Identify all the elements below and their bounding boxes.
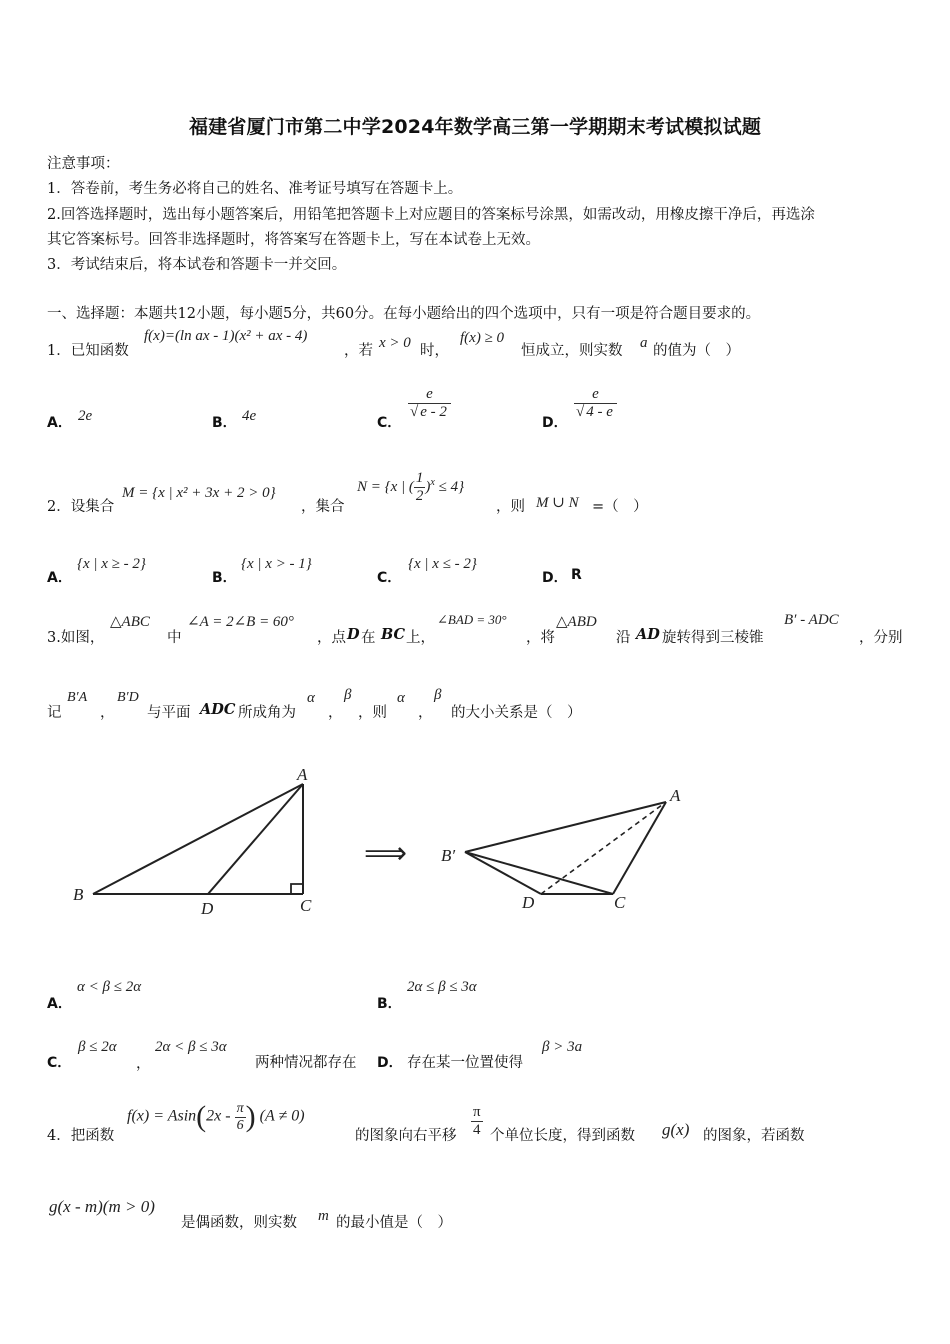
option-label: B． [212, 415, 237, 431]
option-label: D． [542, 415, 568, 431]
q3-text: ， [136, 1056, 151, 1072]
segment-BpD [465, 852, 541, 894]
q4-text: 的图象向右平移 [355, 1128, 457, 1144]
option-fraction: $\frac{e}{√ e - 2}$ [408, 386, 451, 421]
segment-BpA [465, 802, 666, 852]
notice-item: 3．考试结束后，将本试卷和答题卡一并交回。 [47, 257, 347, 273]
q4-function: f(x) = Asin(2x - $\frac{\pi}{6}$ ) (A ≠ 0) [127, 1100, 305, 1133]
q4-text: 个单位长度，得到函数 [490, 1128, 635, 1144]
option-value: 2α < β ≤ 3α [155, 1039, 227, 1055]
option-label: C． [377, 415, 402, 431]
q4-g: g(x) [662, 1120, 690, 1139]
q3-math: △ABC [110, 614, 150, 630]
q3-text: 旋转得到三棱锥 [662, 630, 764, 646]
q2-text: ，集合 [301, 499, 345, 515]
page-title: 福建省厦门市第二中学2024年数学高三第一学期期末考试模拟试题 [188, 116, 762, 138]
segment-CA [613, 802, 666, 894]
q2-text: 2．设集合 [47, 499, 115, 515]
option-value: β ≤ 2α [78, 1039, 117, 1055]
option-label: D． [377, 1055, 403, 1071]
q3-text: 与平面 [147, 705, 191, 721]
notice-item: 2.回答选择题时，选出每小题答案后，用铅笔把答题卡上对应题目的答案标号涂黑，如需改动，用橡皮擦干净后，再选涂 [47, 207, 815, 223]
label-A2: A [670, 786, 681, 805]
q3-text: 的大小关系是（ ） [451, 705, 582, 721]
q3-text: 两种情况都存在 [255, 1055, 357, 1071]
option-label: A． [47, 996, 72, 1012]
q3-text: ，点 [317, 630, 346, 646]
label-C: C [300, 896, 312, 915]
q1-var: a [640, 335, 648, 351]
q3-text: 3.如图， [47, 630, 105, 646]
q3-text: ， [418, 705, 433, 721]
segment-DA-hidden [541, 802, 666, 894]
notice-item: 其它答案标号。回答非选择题时，将答案写在答题卡上，写在本试卷上无效。 [47, 232, 540, 248]
option-label: C． [47, 1055, 72, 1071]
q3-text: ， [328, 705, 343, 721]
q2-set-M: M = {x | x² + 3x + 2 > 0} [122, 485, 276, 501]
q1-text: 时， [420, 343, 449, 359]
q3-text: ，则 [358, 705, 387, 721]
option-label: B． [377, 996, 402, 1012]
option-value: {x | x ≤ - 2} [408, 556, 477, 572]
q3-math: ADC [200, 701, 236, 718]
option-value: α < β ≤ 2α [77, 979, 142, 995]
option-value: {x | x > - 1} [241, 556, 312, 572]
q3-math: BC [381, 626, 406, 643]
segment-BA [93, 784, 303, 894]
q3-math: △ABD [556, 614, 597, 630]
option-fraction: $\frac{e}{√ 4 - e}$ [574, 386, 617, 421]
q3-math: B′D [117, 690, 139, 705]
label-D: D [201, 899, 214, 918]
q3-text: 在 [361, 630, 376, 646]
q1-text: ，若 [344, 343, 373, 359]
right-angle-mark [291, 884, 303, 894]
notice-heading: 注意事项： [47, 156, 120, 172]
label-C2: C [614, 893, 626, 912]
option-label: D． [542, 570, 568, 586]
label-B: B [73, 885, 84, 904]
q2-set-N: N = {x | ( $\frac{1}{2}$ )$^x$ ≤ 4} [357, 470, 465, 504]
q4-text: 是偶函数，则实数 [181, 1215, 297, 1231]
q1-inequality: f(x) ≥ 0 [460, 330, 505, 346]
q3-math: B′ - ADC [784, 612, 839, 628]
q3-text: 所成角为 [238, 705, 296, 721]
q4-shift: $\frac{\pi}{4}$ [473, 1104, 481, 1138]
q3-math: α [397, 690, 405, 706]
q3-math: ∠BAD = 30° [437, 612, 507, 627]
option-value: R [571, 567, 582, 583]
q3-text: 上， [406, 630, 435, 646]
option-label: B． [212, 570, 237, 586]
segment-BpC [465, 852, 613, 894]
q4-text: 的图象，若函数 [703, 1128, 805, 1144]
option-value: {x | x ≥ - 2} [77, 556, 146, 572]
q3-math: D [347, 626, 360, 643]
label-A: A [297, 765, 308, 784]
q3-math: β [344, 687, 352, 703]
q3-text: 记 [47, 705, 62, 721]
notice-item: 1．答卷前，考生务必将自己的姓名、准考证号填写在答题卡上。 [47, 181, 463, 197]
q3-math: ∠A = 2∠B = 60° [187, 614, 294, 630]
q3-text: 存在某一位置使得 [407, 1055, 523, 1071]
q4-var: m [318, 1208, 329, 1224]
q3-math: β [434, 687, 442, 703]
q3-text: 中 [167, 630, 182, 646]
q4-g-shifted: g(x - m)(m > 0) [49, 1197, 155, 1216]
q1-text: 1．已知函数 [47, 343, 129, 359]
segment-AD [208, 784, 303, 894]
option-value: 4e [242, 408, 257, 424]
option-label: C． [377, 570, 402, 586]
q4-text: 4．把函数 [47, 1128, 115, 1144]
q3-math: B′A [67, 690, 88, 705]
q3-text: ，将 [526, 630, 555, 646]
label-Bp: B′ [441, 846, 456, 865]
q3-text: 沿 [616, 630, 631, 646]
q3-math: AD [636, 626, 660, 643]
option-label: A． [47, 415, 72, 431]
option-label: A． [47, 570, 72, 586]
q3-text: ， [100, 705, 115, 721]
label-D2: D [522, 893, 535, 912]
q1-text: 的值为（ ） [653, 343, 740, 359]
q2-union: M ∪ N [536, 495, 579, 511]
option-value: 2α ≤ β ≤ 3α [407, 979, 477, 995]
q1-function: f(x)=(ln ax - 1)(x² + ax - 4) [144, 328, 308, 344]
q3-math: α [307, 690, 315, 706]
q3-text: ，分别 [859, 630, 903, 646]
q1-text: 恒成立，则实数 [521, 343, 623, 359]
q2-text: ，则 [496, 499, 525, 515]
arrow-icon: ⟹ [364, 836, 408, 871]
section-heading: 一、选择题：本题共12小题，每小题5分，共60分。在每小题给出的四个选项中，只有一项是符合题目要求的。 [47, 306, 761, 322]
option-value: β > 3a [542, 1039, 583, 1055]
q3-figure [60, 760, 710, 920]
option-value: 2e [78, 408, 93, 424]
q2-text: =（ ） [592, 499, 648, 515]
q4-text: 的最小值是（ ） [336, 1215, 452, 1231]
q1-condition: x > 0 [379, 335, 411, 351]
